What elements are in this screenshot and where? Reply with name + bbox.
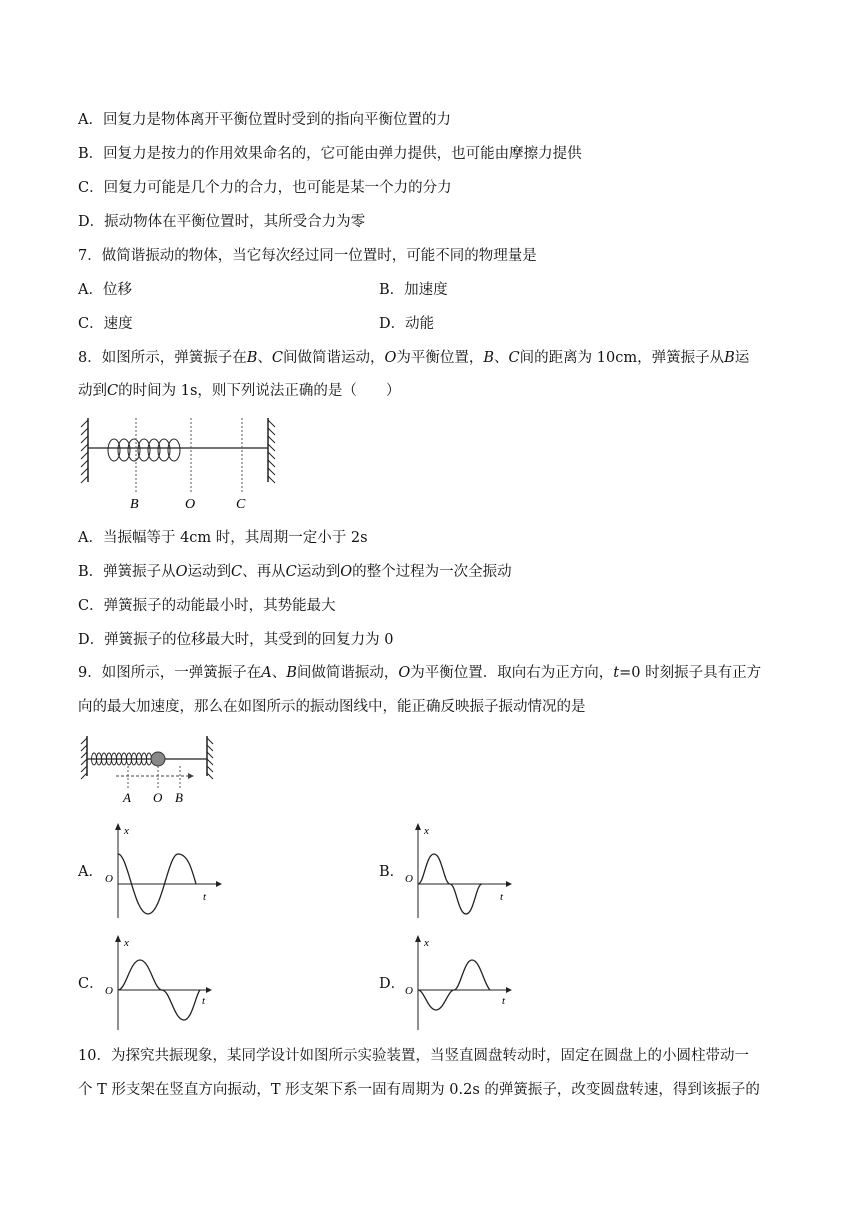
origin-label: O	[405, 985, 413, 997]
label-c: C	[236, 497, 246, 512]
label-a: A	[123, 790, 131, 805]
q6-option-a: A．回复力是物体离开平衡位置时受到的指向平衡位置的力	[78, 112, 451, 128]
q9-graph-a	[100, 820, 230, 925]
q6-option-d: D．振动物体在平衡位置时，其所受合力为零	[78, 214, 366, 230]
q9-graph-c	[100, 932, 230, 1037]
axis-t-label: t	[502, 995, 506, 1007]
q8-option-a: A．当振幅等于 4cm 时，其周期一定小于 2s	[78, 530, 368, 546]
axis-x-label: x	[424, 825, 429, 837]
q8-option-c: C．弹簧振子的动能最小时，其势能最大	[78, 598, 336, 614]
axis-x-label: x	[424, 937, 429, 949]
q7-option-b: B．加速度	[379, 282, 448, 298]
q7-option-d: D．动能	[379, 316, 435, 332]
q9-stem-line2: 向的最大加速度，那么在如图所示的振动图线中，能正确反映振子振动情况的是	[78, 699, 586, 715]
q10-line2: 个 T 形支架在竖直方向振动，T 形支架下系一固有周期为 0.2s 的弹簧振子，改变圆盘转速，得到该振子的	[78, 1082, 760, 1098]
q9-graph-d	[400, 932, 530, 1037]
label-o: O	[185, 497, 196, 512]
label-b: B	[130, 497, 139, 512]
q10-line1: 10．为探究共振现象，某同学设计如图所示实验装置，当竖直圆盘转动时，固定在圆盘上的小圆柱带动一	[78, 1048, 749, 1064]
q7-stem: 7．做简谐振动的物体，当它每次经过同一位置时，可能不同的物理量是	[78, 248, 537, 264]
q6-option-c: C．回复力可能是几个力的合力，也可能是某一个力的分力	[78, 180, 452, 196]
q9-option-d-label: D．	[379, 976, 406, 992]
axis-x-label: x	[124, 937, 129, 949]
ball-mass	[151, 752, 165, 766]
q9-option-a-label: A．	[78, 864, 103, 880]
q8-option-b: B．弹簧振子从O运动到C、再从C运动到O的整个过程为一次全振动	[78, 564, 512, 580]
q8-spring-figure	[78, 410, 288, 520]
origin-label: O	[105, 985, 113, 997]
axis-t-label: t	[202, 995, 206, 1007]
q9-graph-b	[400, 820, 530, 925]
origin-label: O	[405, 873, 413, 885]
q7-option-a: A．位移	[78, 282, 132, 298]
q8-stem-line2: 动到C的时间为 1s，则下列说法正确的是（ ）	[78, 383, 401, 399]
axis-x-label: x	[124, 825, 129, 837]
label-o: O	[153, 790, 163, 805]
label-b: B	[175, 790, 183, 805]
q8-option-d: D．弹簧振子的位移最大时，其受到的回复力为 0	[78, 632, 394, 648]
q8-stem-line1: 8．如图所示，弹簧振子在B、C间做简谐运动，O为平衡位置，B、C间的距离为 10cm，弹簧振子从B运	[78, 350, 750, 366]
q9-option-c-label: C．	[78, 976, 104, 992]
q9-stem-line1: 9．如图所示，一弹簧振子在A、B间做简谐振动，O为平衡位置．取向右为正方向，t=0 时刻振子具有正方	[78, 665, 762, 681]
q9-spring-figure	[78, 730, 218, 810]
axis-t-label: t	[203, 891, 207, 903]
q6-option-b: B．回复力是按力的作用效果命名的，它可能由弹力提供，也可能由摩擦力提供	[78, 146, 582, 162]
origin-label: O	[105, 873, 113, 885]
axis-t-label: t	[500, 891, 504, 903]
q9-option-b-label: B．	[379, 864, 405, 880]
q7-option-c: C．速度	[78, 316, 133, 332]
